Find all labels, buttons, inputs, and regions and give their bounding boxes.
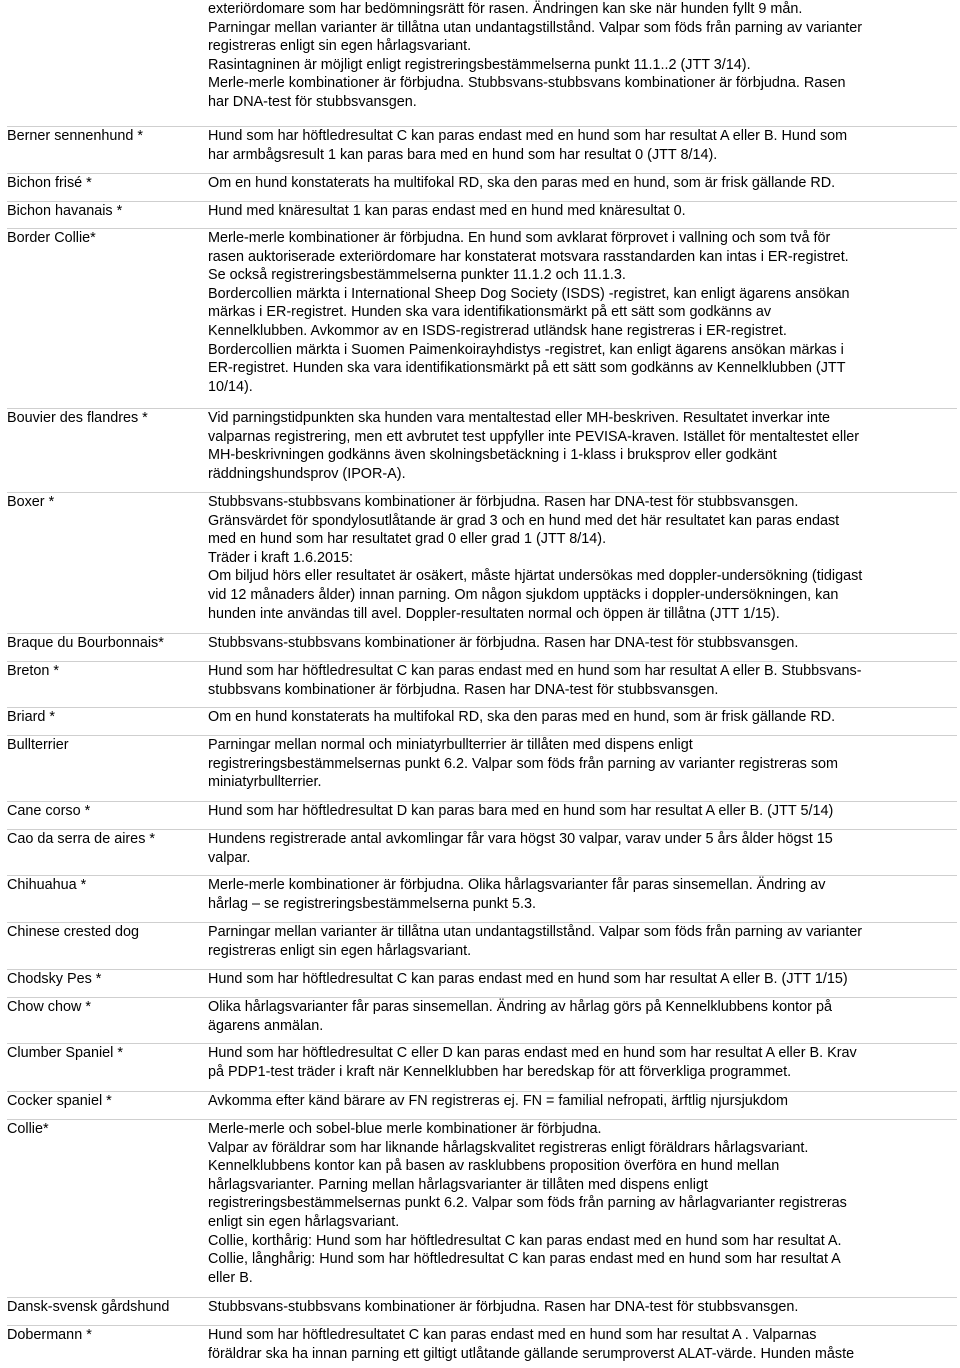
rule-text-line: Hund som har höftledresultatet C kan paras endast med en hund som har resultat A . Valparnas: [208, 1327, 817, 1343]
rule-text-line: Parningar mellan varianter är tillåtna utan undantagstillstånd. Valpar som föds från parning av varianter: [208, 19, 863, 36]
breed-rules: [208, 229, 957, 396]
rule-text-line: enligt sin egen hårlagsvariant.: [208, 1213, 400, 1230]
breed-rules: [208, 1092, 957, 1111]
rule-text-line: ER-registret. Hunden ska vara identifikationsmärkt på ett sätt som godkänns av Kennelklubben (JTT: [208, 360, 846, 377]
breed-rules: [208, 736, 957, 792]
breed-row: [7, 997, 957, 1034]
rule-text-line: Hund som har höftledresultat D kan paras bara med en hund som har resultat A eller B. (JTT 5/14): [208, 803, 834, 819]
rule-text-line: exteriördomare som har bedömningsrätt för rasen. Ändringen kan ske när hunden fyllt 9 mån.: [208, 1, 803, 17]
rule-text-line: hunden inte användas till avel. Doppler-resultaten normal och öppen är tillåtna (JTT 1/15).: [208, 605, 780, 622]
breed-row: [7, 1043, 957, 1080]
rule-text-line: registreringsbestämmelsernas punkt 6.2. Valpar som föds från parning av hårlagvarianter registreras: [208, 1195, 847, 1212]
breed-name: Border Collie*: [7, 230, 96, 246]
breed-row: [7, 801, 957, 819]
rule-text-line: registreringsbestämmelsernas punkt 6.2. Valpar som föds från parning av varianter registreras som: [208, 755, 839, 772]
rule-text-line: Om biljud hörs eller resultatet är osäkert, måste hjärtat undersökas med doppler-undersökning (tidigast: [208, 568, 863, 585]
breed-row: [7, 1297, 957, 1315]
rule-text-line: Hund som har höftledresultat C eller D kan paras endast med en hund som har resultat A eller B. Krav: [208, 1045, 857, 1061]
breed-rules: [208, 708, 957, 727]
breed-name: Chow chow *: [7, 999, 91, 1015]
breed-row: [7, 922, 957, 959]
breed-rules: [208, 1326, 957, 1363]
breed-row: [7, 707, 957, 725]
breed-rules: [208, 202, 957, 221]
rule-text-line: räddningshundsprov (IPOR-A).: [208, 465, 406, 482]
rule-text-line: Merle-merle och sobel-blue merle kombinationer är förbjudna.: [208, 1121, 602, 1137]
breed-name: Briard *: [7, 709, 55, 725]
breed-rules: [208, 409, 957, 483]
breed-rules: [208, 1298, 957, 1317]
breed-row: [7, 408, 957, 482]
rule-text-line: Gränsvärdet för spondylosutlåtande är grad 3 och en hund med det här resultatet kan paras endast: [208, 512, 840, 529]
rule-text-line: hårlag – se registreringsbestämmelserna punkt 5.3.: [208, 895, 536, 912]
rule-text-line: föräldrar ska ha innan parning ett giltigt utlåtande gällande serumproverst ALAT-värde. Hunden måste: [208, 1345, 855, 1362]
rule-text-line: miniatyrbullterrier.: [208, 774, 322, 791]
rule-text-line: Collie, korthårig: Hund som har höftledresultat C kan paras endast med en hund som har resultat A.: [208, 1232, 842, 1249]
breed-row: [7, 228, 957, 395]
breed-row: [7, 735, 957, 791]
rule-text-line: valparnas registrering, men ett avbrutet test uppfyller inte PEVISA-kraven. Istället för mentaltestet eller: [208, 428, 860, 445]
breed-name: Chinese crested dog: [7, 924, 139, 940]
breed-name: Braque du Bourbonnais*: [7, 635, 164, 651]
rule-text-line: märkas i ER-registret. Hunden ska vara identifikationsmärkt på ett sätt som godkänns av: [208, 304, 772, 321]
rule-text-line: registreras enligt sin egen hårlagsvariant.: [208, 38, 472, 55]
breed-rules: [208, 830, 957, 867]
breed-row: [7, 661, 957, 698]
rule-text-line: Stubbsvans-stubbsvans kombinationer är förbjudna. Rasen har DNA-test för stubbsvansgen.: [208, 1299, 799, 1315]
breed-rules: [208, 662, 957, 699]
rule-text-line: Stubbsvans-stubbsvans kombinationer är förbjudna. Rasen har DNA-test för stubbsvansgen.: [208, 494, 799, 510]
breed-name: Boxer *: [7, 494, 55, 510]
breed-row: [7, 1325, 957, 1362]
breed-rules: [208, 174, 957, 193]
breed-name: Bichon frisé *: [7, 175, 92, 191]
rule-text-line: Avkomma efter känd bärare av FN registreras ej. FN = familial nefropati, ärftlig njursjukdom: [208, 1093, 788, 1109]
breed-row: [7, 1119, 957, 1286]
rule-text-line: Träder i kraft 1.6.2015:: [208, 549, 354, 566]
breed-name: Cao da serra de aires *: [7, 831, 155, 847]
rule-text-line: rasen auktoriserade exteriördomare har konstaterat motsvara rasstandarden kan intas i ER-registret.: [208, 248, 849, 265]
breed-row: [7, 126, 957, 163]
breed-name: Breton *: [7, 663, 59, 679]
rule-text-line: Kennelklubben. Avkommor av en ISDS-registrerad utländsk hane registreras i ER-registret.: [208, 322, 787, 339]
rule-text-line: Merle-merle kombinationer är förbjudna. Stubbsvans-stubbsvans kombinationer är förbjudna. Rasen: [208, 75, 846, 92]
breed-name: Bullterrier: [7, 737, 69, 753]
breed-name: Dansk-svensk gårdshund: [7, 1299, 170, 1315]
rule-text-line: Merle-merle kombinationer är förbjudna. Olika hårlagsvarianter får paras sinsemellan. Ändring av: [208, 877, 826, 893]
breed-rules: [208, 1044, 957, 1081]
breed-name: Dobermann *: [7, 1327, 92, 1343]
breed-row: [7, 201, 957, 219]
rule-text-line: valpar.: [208, 849, 251, 866]
breed-rules: [208, 493, 957, 623]
rule-text-line: Parningar mellan varianter är tillåtna utan undantagstillstånd. Valpar som föds från parning av varianter: [208, 924, 863, 940]
rule-text-line: hårlagsvarianter. Parning mellan hårlagsvarianter är tillåten med dispens enligt: [208, 1176, 708, 1193]
breed-row: [7, 633, 957, 651]
breed-name: Cocker spaniel *: [7, 1093, 112, 1109]
breed-name: Chodsky Pes *: [7, 971, 102, 987]
breed-name: Collie*: [7, 1121, 49, 1137]
rule-text-line: eller B.: [208, 1269, 253, 1286]
breed-name: Bichon havanais *: [7, 203, 123, 219]
rule-text-line: MH-beskrivningen godkänns även skolningsbetäckning i 1-klass i bruksprov eller godkänt: [208, 447, 777, 464]
rule-text-line: Bordercollien märkta i International Sheep Dog Society (ISDS) -registret, kan enligt ägarens ansökan: [208, 285, 850, 302]
breed-name: Cane corso *: [7, 803, 91, 819]
rule-text-line: Stubbsvans-stubbsvans kombinationer är förbjudna. Rasen har DNA-test för stubbsvansgen.: [208, 635, 799, 651]
rule-text-line: registreras enligt sin egen hårlagsvariant.: [208, 942, 472, 959]
breed-rules: [208, 802, 957, 821]
rule-text-line: Hund som har höftledresultat C kan paras endast med en hund som har resultat A eller B. (JTT 1/15): [208, 971, 848, 987]
breed-rules: [208, 970, 957, 989]
rule-text-line: Bordercollien märkta i Suomen Paimenkoirayhdistys -registret, kan enligt ägarens ansökan märkas i: [208, 341, 844, 358]
rule-text-line: Om en hund konstaterats ha multifokal RD, ska den paras med en hund, som är frisk gällande RD.: [208, 709, 836, 725]
breed-row: [7, 492, 957, 622]
rule-text-line: Vid parningstidpunkten ska hunden vara mentaltestad eller MH-beskriven. Resultatet inverkar inte: [208, 410, 831, 426]
breed-rules: [208, 1120, 957, 1287]
breed-row: [7, 173, 957, 191]
breed-name: Berner sennenhund *: [7, 128, 144, 144]
breed-rules: [208, 0, 957, 112]
rule-text-line: Om en hund konstaterats ha multifokal RD, ska den paras med en hund, som är frisk gällande RD.: [208, 175, 836, 191]
breed-row: [7, 875, 957, 912]
breed-rules: [208, 876, 957, 913]
rule-text-line: Se också registreringsbestämmelserna punkter 11.1.2 och 11.1.3.: [208, 267, 626, 284]
breed-row: [7, 829, 957, 866]
breed-row: [7, 1091, 957, 1109]
rule-text-line: vid 12 månaders ålder) innan parning. Om någon sjukdom upptäcks i doppler-undersökningen, kan: [208, 586, 839, 603]
breed-rules: [208, 634, 957, 653]
rule-text-line: ägarens anmälan.: [208, 1017, 324, 1034]
rule-text-line: 10/14).: [208, 378, 253, 395]
rule-text-line: stubbsvans kombinationer är förbjudna. Rasen har DNA-test för stubbsvansgen.: [208, 681, 719, 698]
rule-text-line: har armbågsresult 1 kan paras bara med en hund som har resultat 0 (JTT 8/14).: [208, 146, 718, 163]
rule-text-line: har DNA-test för stubbsvansgen.: [208, 93, 417, 110]
rule-text-line: Olika hårlagsvarianter får paras sinsemellan. Ändring av hårlag görs på Kennelklubbens kontor på: [208, 999, 832, 1015]
rule-text-line: Hund som har höftledresultat C kan paras endast med en hund som har resultat A eller B. Stubbsvans-: [208, 663, 862, 679]
rule-text-line: Rasintagninen är möjligt enligt registreringsbestämmelserna punkt 11.1..2 (JTT 3/14).: [208, 56, 751, 73]
breed-name: Clumber Spaniel *: [7, 1045, 123, 1061]
breed-name: Chihuahua *: [7, 877, 87, 893]
breed-rules: [208, 127, 957, 164]
rule-text-line: på PDP1-test träder i kraft när Kennelklubben har beredskap för att förverkliga programmet.: [208, 1063, 792, 1080]
breed-rules: [208, 923, 957, 960]
rule-text-line: Hund som har höftledresultat C kan paras endast med en hund som har resultat A eller B. Hund som: [208, 128, 848, 144]
rule-text-line: Hundens registrerade antal avkomlingar får vara högst 30 valpar, varav under 5 års ålder högst 15: [208, 831, 833, 847]
rule-text-line: Parningar mellan normal och miniatyrbullterrier är tillåten med dispens enligt: [208, 737, 693, 753]
rule-text-line: Hund med knäresultat 1 kan paras endast med en hund med knäresultat 0.: [208, 203, 686, 219]
breed-row: [7, 969, 957, 987]
rule-text-line: med en hund som har resultatet grad 0 eller grad 1 (JTT 8/14).: [208, 531, 607, 548]
rule-text-line: Kennelklubbens kontor kan på basen av rasklubbens proposition överföra en hund mellan: [208, 1158, 780, 1175]
rule-text-line: Collie, långhårig: Hund som har höftledresultat C kan paras endast med en hund som har resultat A: [208, 1251, 841, 1268]
rule-text-line: Valpar av föräldrar som har liknande hårlagskvalitet registreras enligt föräldrars hårlagsvariant.: [208, 1139, 809, 1156]
rule-text-line: Merle-merle kombinationer är förbjudna. En hund som avklarat förprovet i vallning och som två för: [208, 230, 831, 246]
breed-rules: [208, 998, 957, 1035]
breed-name: Bouvier des flandres *: [7, 410, 148, 426]
